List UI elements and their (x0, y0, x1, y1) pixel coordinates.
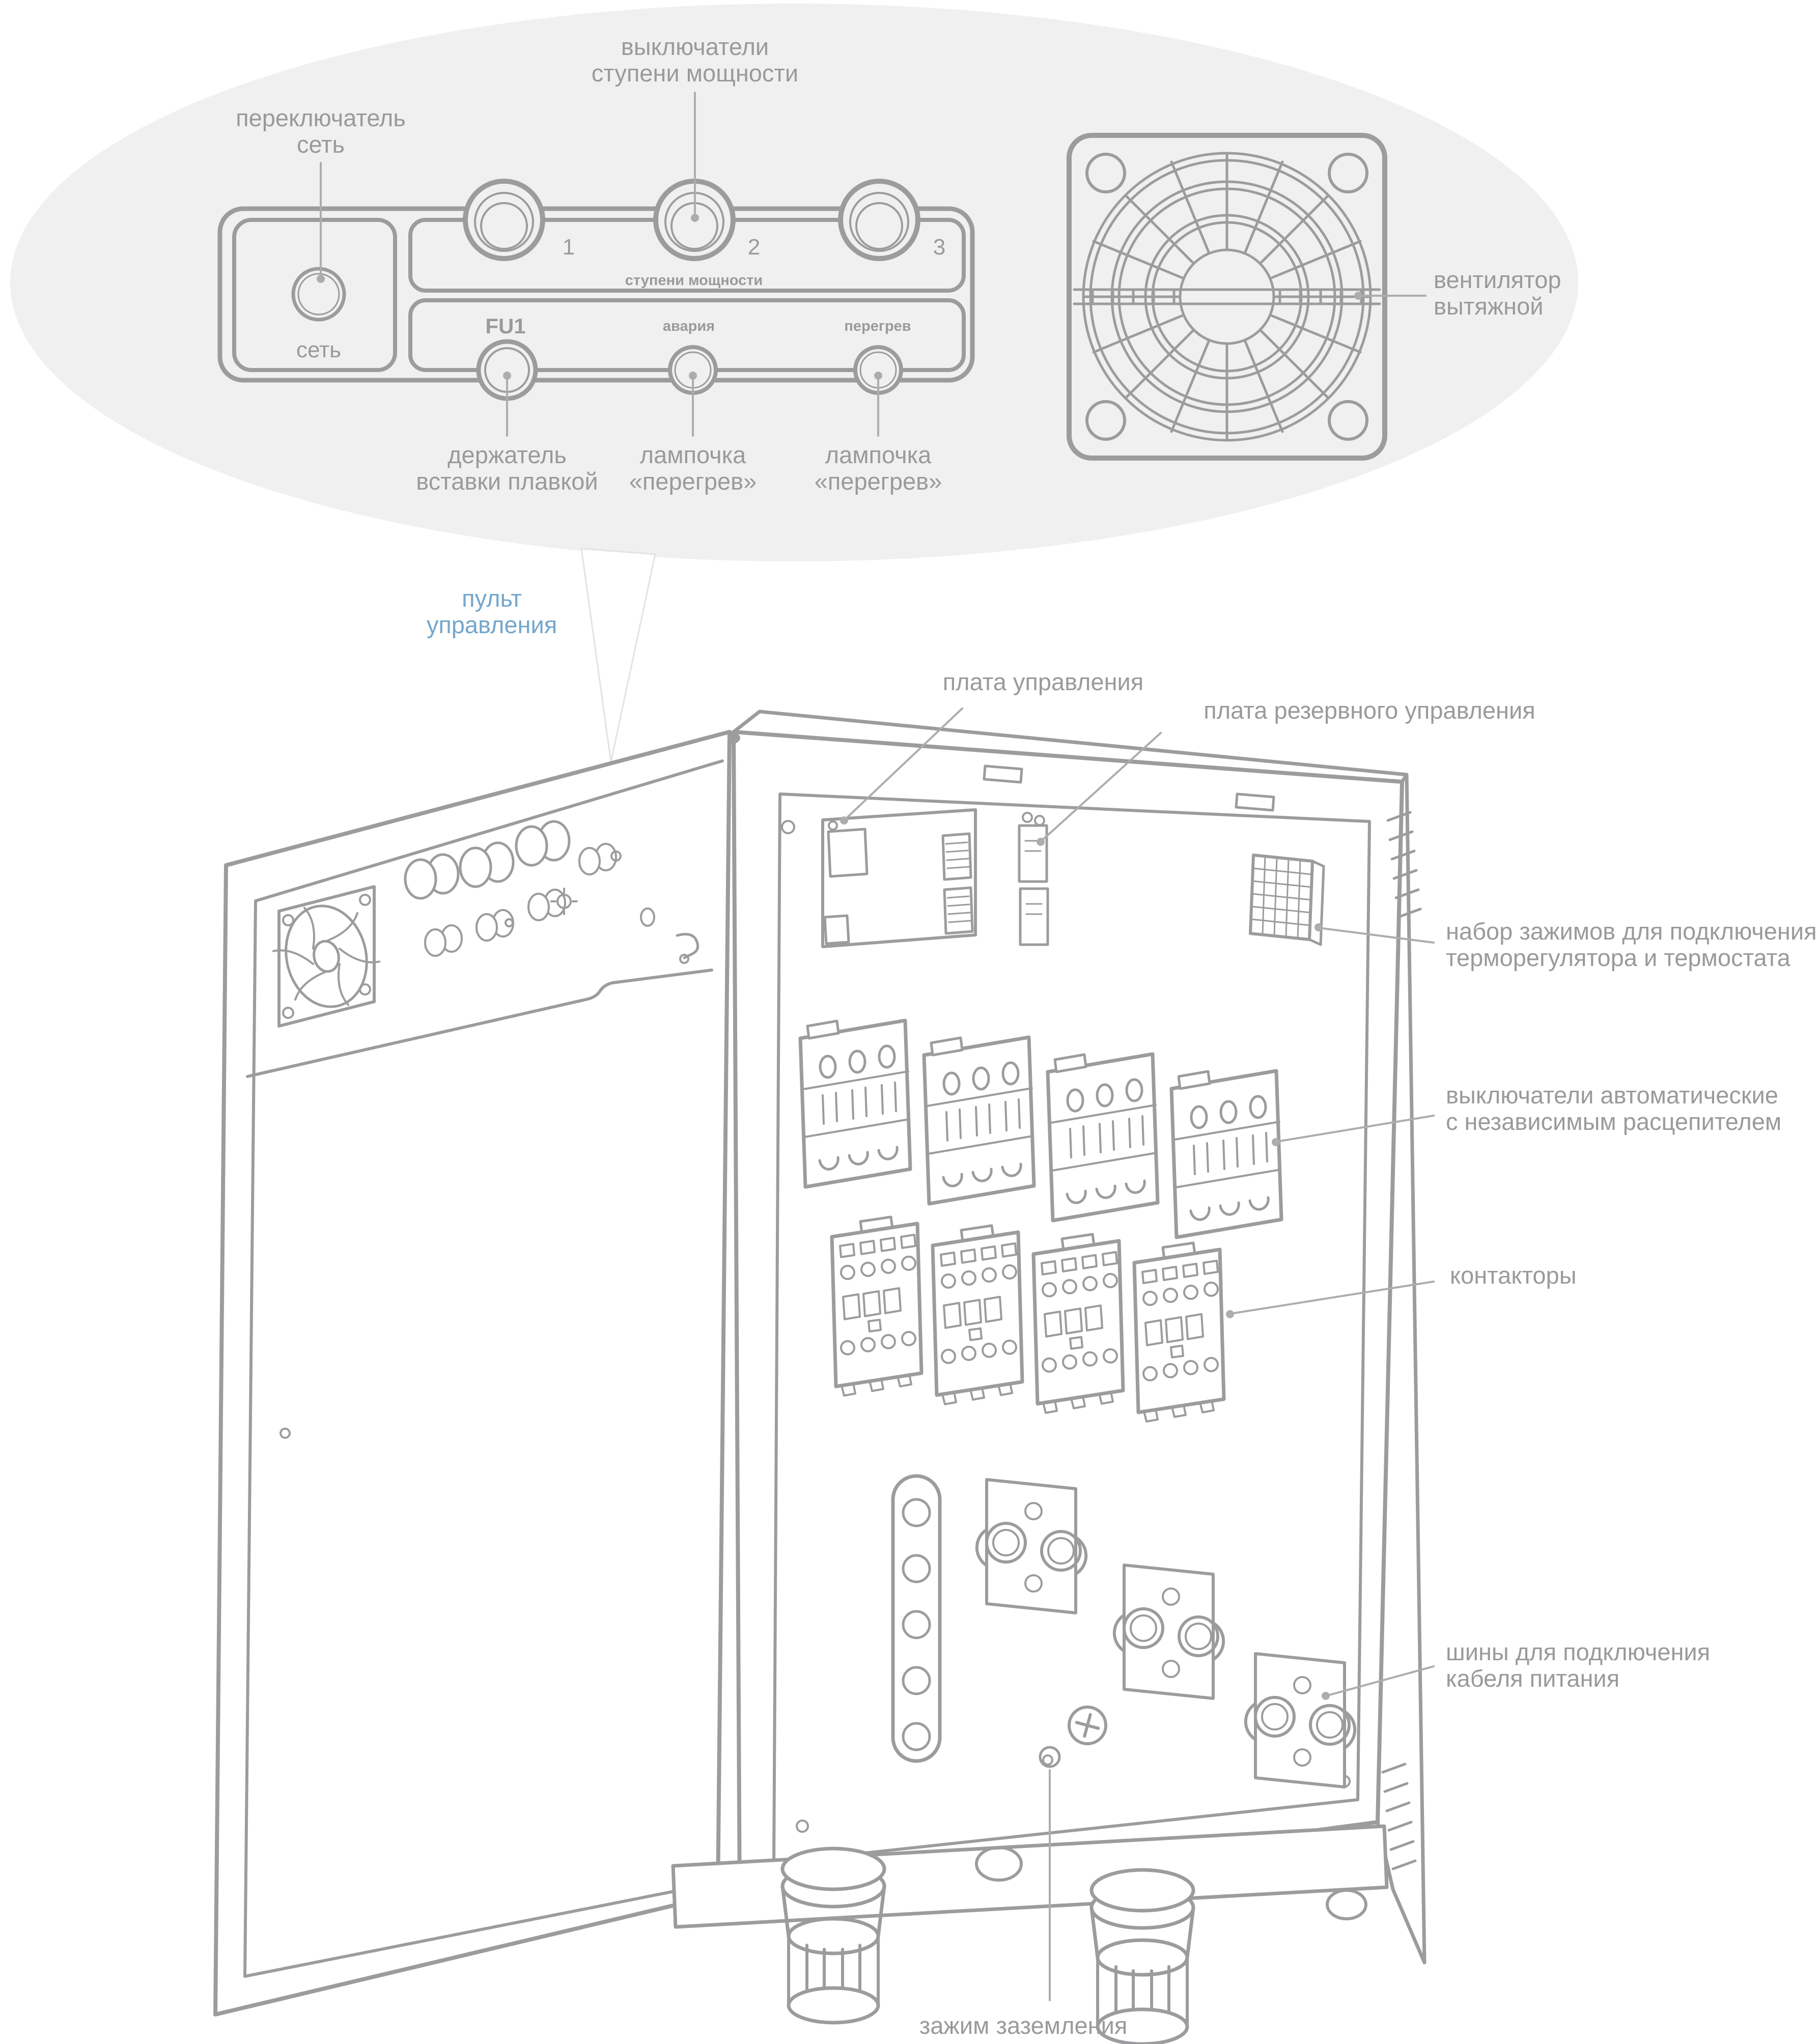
overheat-caption: перегрев (844, 318, 911, 334)
label-breakers-1: выключатели автоматические (1446, 1082, 1778, 1109)
leader-step-switches-dot (691, 214, 699, 222)
bus-plate-3 (1246, 1654, 1355, 1787)
callout-wedge (581, 549, 655, 762)
cabinet-door (215, 732, 730, 2014)
lamp-back-1 (425, 925, 462, 956)
leader-breakers-dot (1272, 1138, 1280, 1146)
contactor-1 (832, 1217, 921, 1396)
knob-back-1 (405, 855, 458, 898)
leader-power-buses-dot (1322, 1692, 1330, 1700)
label-lamp-left-1: лампочка (639, 441, 746, 468)
fuse-label: FU1 (485, 314, 526, 338)
leader-control-board-dot (840, 816, 848, 825)
busbar-strip (893, 1476, 940, 1761)
label-console-1: пульт (462, 585, 522, 612)
board-connector-2 (944, 888, 972, 933)
label-contactors: контакторы (1450, 1262, 1577, 1289)
leader-fan-dot (1354, 292, 1362, 300)
label-fan-1: вентилятор (1434, 266, 1561, 293)
breaker-3 (1048, 1054, 1158, 1220)
label-lamp-right-1: лампочка (825, 441, 932, 468)
net-switch-back (579, 844, 616, 874)
leader-terminal-set-dot (1314, 923, 1323, 931)
label-lamp-right-2: «перегрев» (814, 468, 942, 495)
label-fuse-holder-1: держатель (447, 441, 567, 468)
label-power-buses-1: шины для подключения (1446, 1638, 1711, 1665)
console-callout (427, 585, 557, 638)
bus-plate-1 (977, 1480, 1086, 1613)
label-backup-board: плата резервного управления (1204, 697, 1535, 724)
breaker-2 (924, 1037, 1034, 1204)
label-step-switches-1: выключатели (621, 33, 769, 60)
steps-caption: ступени мощности (625, 272, 763, 289)
label-network-switch-2: сеть (296, 131, 345, 158)
label-ground: зажим заземления (919, 2012, 1128, 2039)
leader-network-switch-dot (317, 275, 325, 283)
leader-lamp-left-dot (689, 372, 697, 380)
label-terminal-set-2: терморегулятора и термостата (1446, 944, 1791, 971)
leader-backup-board-dot (1037, 838, 1045, 846)
alarm-caption: авария (662, 318, 715, 334)
knob-1 (465, 181, 543, 259)
gland-hole-2 (1327, 1890, 1366, 1919)
label-fuse-holder-2: вставки плавкой (416, 468, 598, 495)
label-terminal-set-1: набор зажимов для подключения (1446, 918, 1817, 945)
label-console-2: управления (426, 611, 557, 638)
knob-2-label: 2 (747, 235, 761, 260)
label-power-buses-2: кабеля питания (1446, 1665, 1620, 1692)
cable-gland-1 (782, 1849, 884, 2023)
board-relay (828, 829, 867, 876)
leader-fuse-holder-dot (503, 372, 511, 380)
knob-back-2 (460, 843, 513, 887)
label-breakers-2: с независимым расцепителем (1446, 1108, 1782, 1135)
breaker-4 (1171, 1071, 1281, 1237)
label-step-switches-2: ступени мощности (591, 60, 799, 87)
board-connector-1 (943, 834, 971, 879)
backup-board (1019, 813, 1048, 945)
contactor-3 (1033, 1234, 1123, 1413)
label-network-switch-1: переключатель (236, 104, 406, 131)
leader-contactors-dot (1226, 1310, 1234, 1318)
contactor-4 (1134, 1243, 1224, 1422)
bus-plate-2 (1114, 1565, 1223, 1698)
breaker-1 (800, 1020, 910, 1187)
knob-3-label: 3 (933, 235, 946, 260)
bubble-ellipse (10, 4, 1578, 561)
net-caption: сеть (296, 337, 342, 362)
small-stud (641, 909, 654, 926)
leader-lamp-right-dot (874, 372, 882, 380)
label-lamp-left-2: «перегрев» (629, 468, 757, 495)
board-terminal (825, 916, 849, 944)
knob-1-label: 1 (562, 235, 575, 260)
knob-3 (841, 181, 918, 259)
contactor-2 (933, 1226, 1022, 1404)
knob-back-3 (516, 821, 569, 865)
label-control-board: плата управления (942, 668, 1144, 695)
label-fan-2: вытяжной (1434, 293, 1544, 320)
